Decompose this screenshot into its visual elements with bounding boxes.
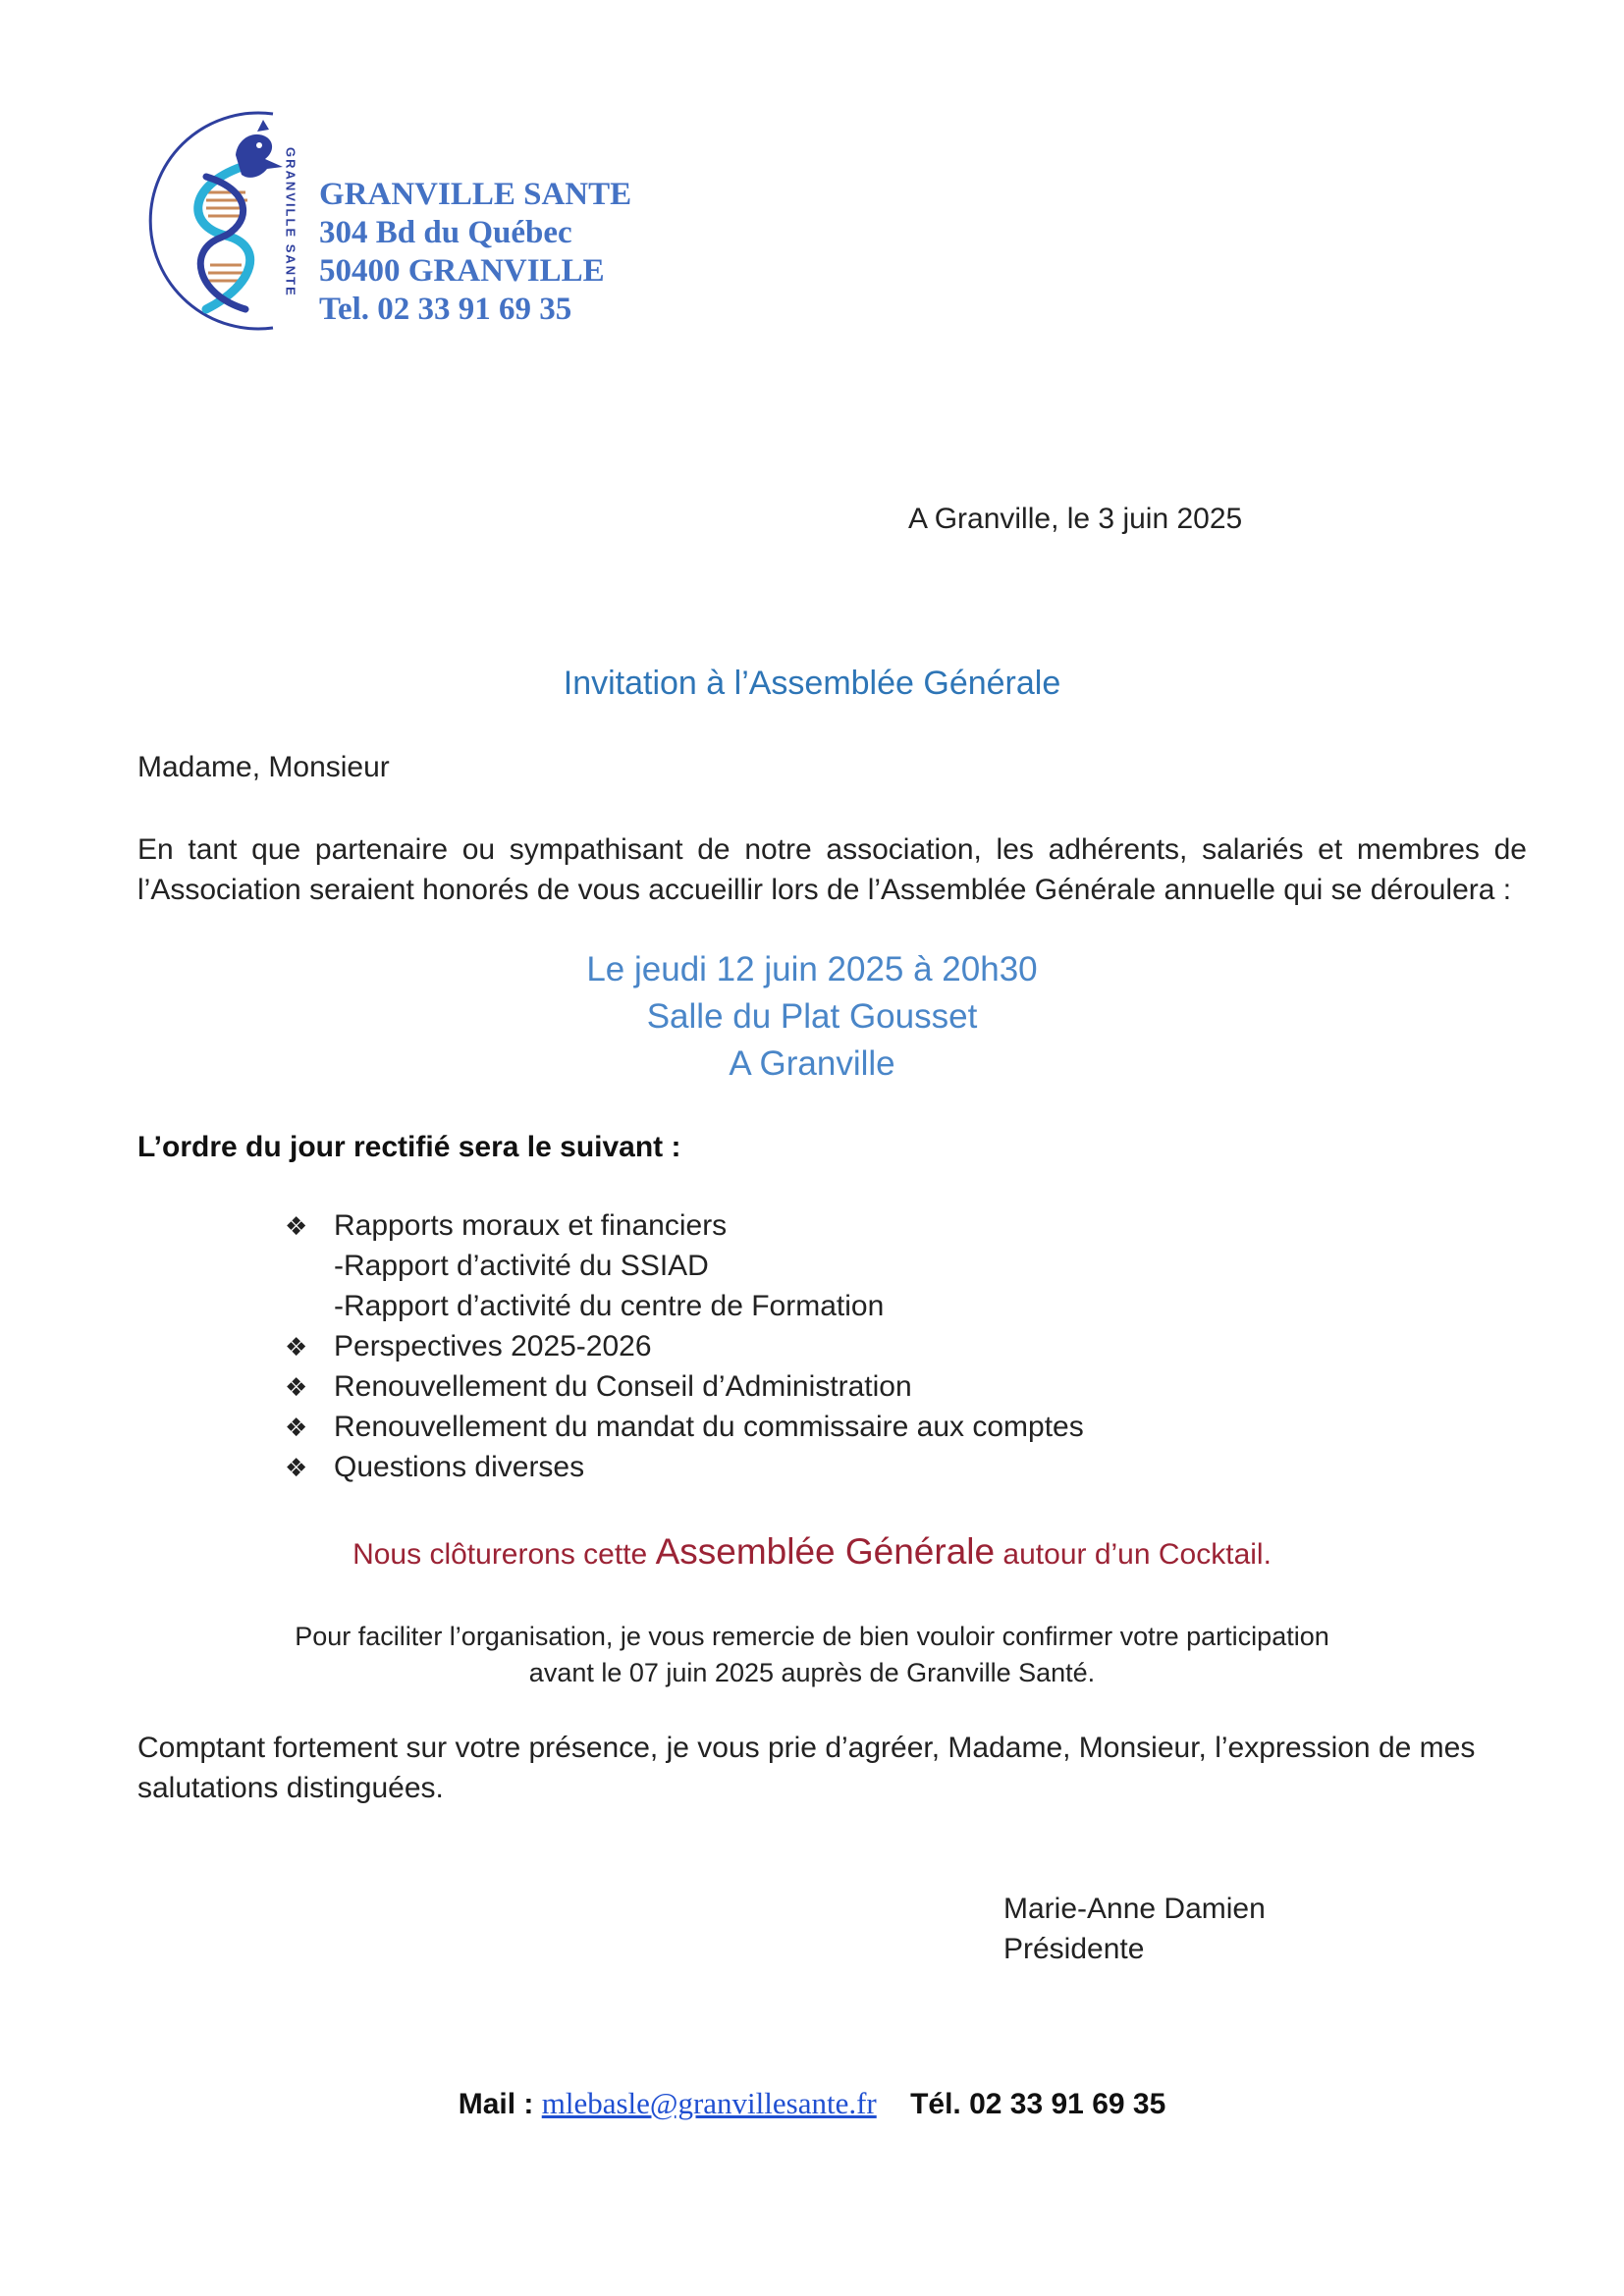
agenda-item: Questions diverses <box>334 1451 585 1483</box>
org-address: 304 Bd du Québec <box>319 215 572 250</box>
closing-line <box>0 1531 1624 1573</box>
event-town: A Granville <box>729 1044 895 1083</box>
agenda-subitem: -Rapport d’activité du centre de Formation <box>334 1290 885 1322</box>
granville-sante-logo <box>147 108 314 334</box>
footer-contact <box>0 2086 1624 2121</box>
diamond-bullet-icon: ❖ <box>285 1453 308 1482</box>
org-city: 50400 GRANVILLE <box>319 253 605 289</box>
event-datetime: Le jeudi 12 juin 2025 à 20h30 <box>586 950 1038 988</box>
closing-highlight: Assemblée Générale <box>655 1531 996 1572</box>
mail-label: Mail : <box>458 2088 534 2120</box>
letter-date: A Granville, le 3 juin 2025 <box>908 503 1243 535</box>
email-link[interactable]: mlebasle@granvillesante.fr <box>541 2086 877 2120</box>
agenda-item: Renouvellement du Conseil d’Administration <box>334 1370 912 1403</box>
diamond-bullet-icon: ❖ <box>285 1211 308 1241</box>
salutation: Madame, Monsieur <box>137 751 390 783</box>
closing-part1: Nous clôturerons cette <box>352 1538 656 1571</box>
diamond-bullet-icon: ❖ <box>285 1332 308 1362</box>
signatory-name: Marie-Anne Damien <box>1003 1893 1266 1925</box>
event-venue: Salle du Plat Gousset <box>646 997 978 1036</box>
closing-part3: autour d’un Cocktail. <box>995 1538 1272 1571</box>
confirm-line-1: Pour faciliter l’organisation, je vous remercie de bien vouloir confirmer votre participation <box>295 1622 1329 1651</box>
org-phone: Tel. 02 33 91 69 35 <box>319 292 572 327</box>
intro-paragraph: En tant que partenaire ou sympathisant de notre association, les adhérents, salariés et membres de l’Association seraient honorés de vous accueillir lors de l’Assemblée Générale annuelle qui se déroulera : <box>137 833 1527 906</box>
regards-paragraph: Comptant fortement sur votre présence, je vous prie d’agréer, Madame, Monsieur, l’expression de mes salutations distinguées. <box>137 1732 1476 1804</box>
seahorse-dna-logo-icon <box>147 108 314 334</box>
footer-phone: Tél. 02 33 91 69 35 <box>910 2088 1166 2120</box>
letter-title: Invitation à l’Assemblée Générale <box>563 665 1061 702</box>
agenda-item: Rapports moraux et financiers <box>334 1209 728 1242</box>
diamond-bullet-icon: ❖ <box>285 1413 308 1442</box>
logo-lettering: GRANVILLE SANTE <box>283 147 298 297</box>
agenda-item: Renouvellement du mandat du commissaire aux comptes <box>334 1411 1084 1443</box>
confirm-line-2: avant le 07 juin 2025 auprès de Granville Santé. <box>528 1658 1096 1687</box>
signatory-role: Présidente <box>1003 1933 1145 1965</box>
diamond-bullet-icon: ❖ <box>285 1372 308 1402</box>
agenda-subitem: -Rapport d’activité du SSIAD <box>334 1250 709 1282</box>
agenda-item: Perspectives 2025-2026 <box>334 1330 652 1362</box>
agenda-title: L’ordre du jour rectifié sera le suivant : <box>137 1131 681 1163</box>
org-name: GRANVILLE SANTE <box>319 177 632 212</box>
